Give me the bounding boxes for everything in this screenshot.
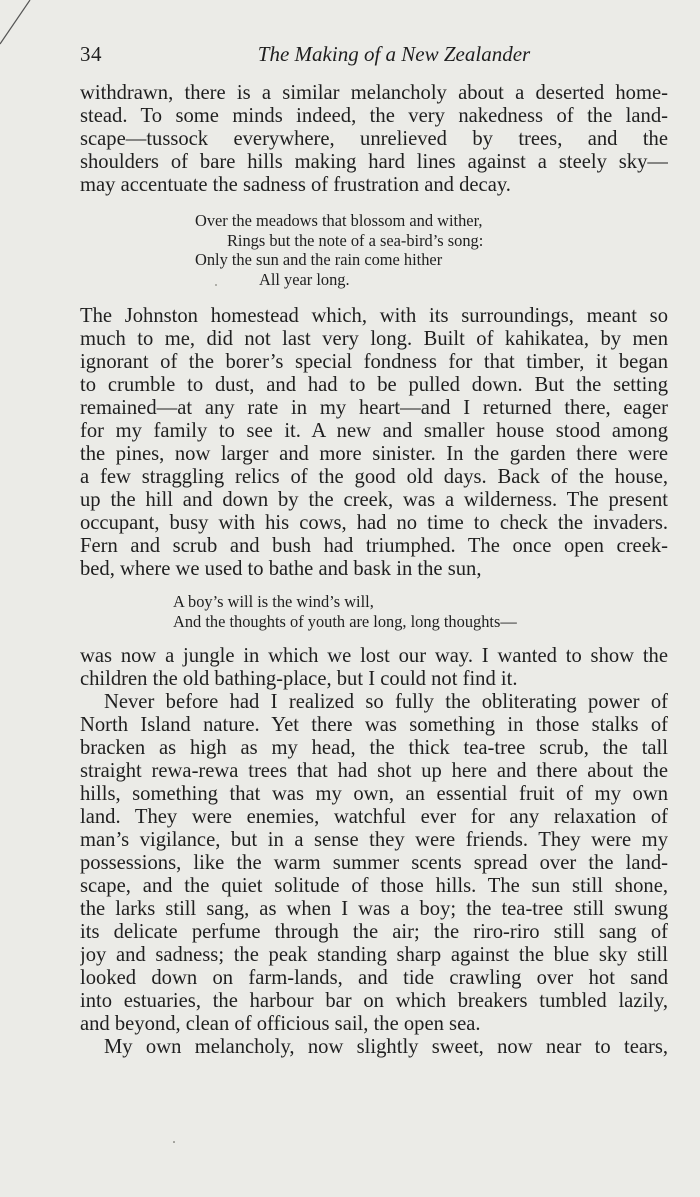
verse-line: All year long.	[259, 269, 350, 289]
paragraph-1	[80, 82, 668, 197]
verse-quote-2	[173, 592, 517, 631]
paragraph-2	[80, 305, 668, 581]
text-line: straight rewa-rewa trees that had shot up here and there about the	[80, 760, 668, 782]
text-line: much to me, did not last very long. Built of kahikatea, by men	[80, 328, 668, 350]
text-line: remained—at any rate in my heart—and I returned there, eager	[80, 397, 668, 419]
text-line: bracken as high as my head, the thick tea-tree scrub, the tall	[80, 737, 668, 759]
text-line: scape—tussock everywhere, unrelieved by trees, and the	[80, 128, 668, 150]
text-line: bed, where we used to bathe and bask in the sun,	[80, 558, 482, 580]
text-line: its delicate perfume through the air; the riro-riro still sang of	[80, 921, 668, 943]
text-line: scape, and the quiet solitude of those hills. The sun still shone,	[80, 875, 668, 897]
verse-line: And the thoughts of youth are long, long thoughts—	[173, 611, 517, 631]
text-line: shoulders of bare hills making hard lines against a steely sky—	[80, 151, 668, 173]
pencil-mark	[0, 0, 40, 50]
text-line: man’s vigilance, but in a sense they were friends. They were my	[80, 829, 668, 851]
text-line: the larks still sang, as when I was a boy; the tea-tree still swung	[80, 898, 668, 920]
text-line: Fern and scrub and bush had triumphed. The once open creek-	[80, 535, 668, 557]
text-line: for my family to see it. A new and smaller house stood among	[80, 420, 668, 442]
text-line: withdrawn, there is a similar melancholy about a deserted home-	[80, 82, 668, 104]
text-line: land. They were enemies, watchful ever for any relaxation of	[80, 806, 668, 828]
text-line: was now a jungle in which we lost our way. I wanted to show the	[80, 645, 668, 667]
text-line: hills, something that was my own, an essential fruit of my own	[80, 783, 668, 805]
verse-line: Over the meadows that blossom and wither,	[195, 211, 483, 230]
paper-speck	[173, 1141, 175, 1143]
text-line: ignorant of the borer’s special fondness for that timber, it began	[80, 351, 668, 373]
text-line: looked down on farm-lands, and tide crawling over hot sand	[80, 967, 668, 989]
paragraph-5	[80, 1036, 668, 1059]
text-line: a few straggling relics of the good old days. Back of the house,	[80, 466, 668, 488]
text-line: occupant, busy with his cows, had no time to check the invaders.	[80, 512, 668, 534]
paragraph-3	[80, 645, 668, 691]
text-line: children the old bathing-place, but I could not find it.	[80, 668, 518, 690]
running-head	[80, 40, 670, 72]
text-line: up the hill and down by the creek, was a wilderness. The present	[80, 489, 668, 511]
text-line: stead. To some minds indeed, the very nakedness of the land-	[80, 105, 668, 127]
text-line: to crumble to dust, and had to be pulled down. But the setting	[80, 374, 668, 396]
text-line: North Island nature. Yet there was something in those stalks of	[80, 714, 668, 736]
text-line: possessions, like the warm summer scents spread over the land-	[80, 852, 668, 874]
running-title: The Making of a New Zealander	[257, 42, 531, 66]
text-line: and beyond, clean of officious sail, the open sea.	[80, 1013, 481, 1035]
text-line: joy and sadness; the peak standing sharp against the blue sky still	[80, 944, 668, 966]
text-line: Never before had I realized so fully the obliterating power of	[104, 691, 668, 713]
verse-line: Rings but the note of a sea-bird’s song:	[227, 230, 484, 250]
verse-line: A boy’s will is the wind’s will,	[173, 592, 374, 611]
text-line: The Johnston homestead which, with its surroundings, meant so	[80, 305, 668, 327]
verse-line: Only the sun and the rain come hither	[195, 250, 443, 269]
text-line: My own melancholy, now slightly sweet, now near to tears,	[104, 1036, 668, 1058]
text-line: the pines, now larger and more sinister. In the garden there were	[80, 443, 668, 465]
paragraph-4	[80, 691, 668, 1036]
text-line: may accentuate the sadness of frustration and decay.	[80, 174, 511, 196]
paper-speck	[215, 284, 217, 286]
verse-quote-1	[195, 211, 483, 289]
page-number: 34	[80, 42, 102, 66]
text-line: into estuaries, the harbour bar on which breakers tumbled lazily,	[80, 990, 668, 1012]
